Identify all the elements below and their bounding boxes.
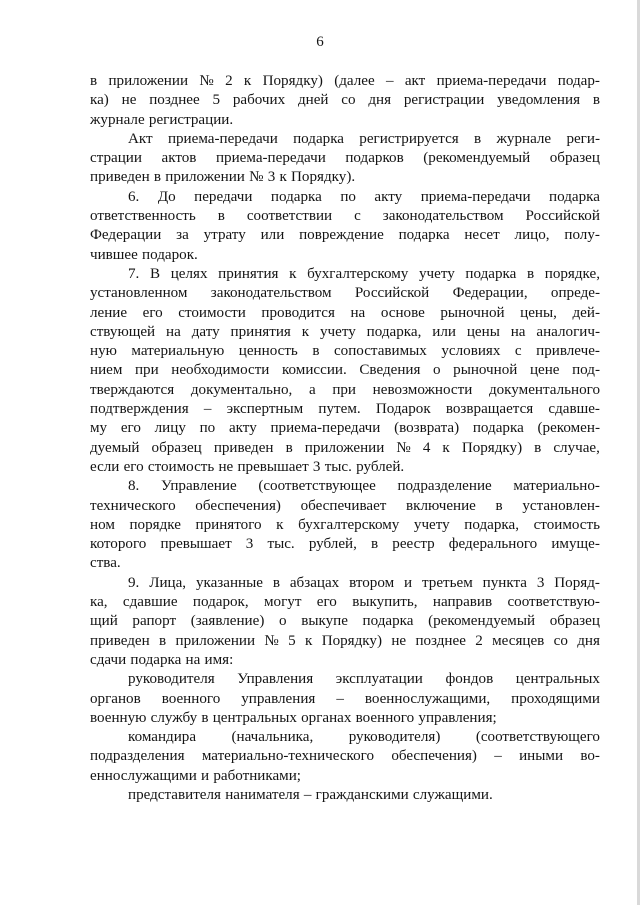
- text-line: нием при необходимости комиссии. Сведения о рыночной цене под-: [90, 362, 600, 379]
- text-line: подтверждения – экспертным путем. Подарок возвращается сдавше-: [90, 401, 600, 418]
- text-line: Акт приема-передачи подарка регистрируется в журнале реги-: [128, 130, 600, 147]
- text-line: ответственность в соответствии с законодательством Российской: [90, 208, 600, 225]
- text-line: технического обеспечения) обеспечивает включение в установлен-: [90, 497, 600, 514]
- text-line: в приложении № 2 к Порядку) (далее – акт приема-передачи подар-: [90, 73, 600, 89]
- text-line: Федерации за утрату или повреждение подарка несет лицо, полу-: [90, 227, 600, 244]
- text-line: ление его стоимости проводится на основе рыночной цены, дей-: [90, 304, 600, 321]
- text-line: ка, сдавшие подарок, могут его выкупить, направив соответствую-: [90, 594, 600, 611]
- text-line: сдачи подарка на имя:: [90, 651, 234, 668]
- text-line: если его стоимость не превышает 3 тыс. рублей.: [90, 458, 405, 475]
- text-line: представителя нанимателя – гражданскими служащими.: [128, 786, 493, 803]
- text-line: подразделения материально-технического обеспечения) – иными во-: [90, 748, 600, 765]
- text-line: ства.: [90, 555, 121, 572]
- text-line: 9. Лица, указанные в абзацах втором и третьем пункта 3 Поряд-: [128, 574, 600, 591]
- document-body: [90, 72, 600, 805]
- text-line: щий рапорт (заявление) о выкупе подарка (рекомендуемый образец: [90, 613, 600, 630]
- text-line: ка) не позднее 5 рабочих дней со дня регистрации уведомления в: [90, 92, 600, 109]
- text-line: страции актов приема-передачи подарков (рекомендуемый образец: [90, 150, 600, 167]
- paragraph: [90, 72, 600, 130]
- text-line: му его лицу по акту приема-передачи (возврата) подарка (рекомен-: [90, 420, 600, 437]
- text-line: 7. В целях принятия к бухгалтерскому учету подарка в порядке,: [128, 265, 600, 282]
- text-line: ствующей на дату принятия к учету подарка, или цены на аналогич-: [90, 323, 600, 340]
- paragraph: [90, 477, 600, 573]
- paragraph: [90, 265, 600, 477]
- text-line: органов военного управления – военнослужащими, проходящими: [90, 690, 600, 707]
- text-line: установленном законодательством Российской Федерации, опреде-: [90, 285, 600, 302]
- text-line: военную службу в центральных органах военного управления;: [90, 709, 497, 726]
- text-line: еннослужащими и работниками;: [90, 767, 301, 784]
- text-line: приведен в приложении № 5 к Порядку) не позднее 2 месяцев со дня: [90, 632, 600, 649]
- text-line: тверждаются документально, а при невозможности документального: [90, 381, 600, 398]
- text-line: которого превышает 3 тыс. рублей, в реестр федерального имуще-: [90, 536, 600, 553]
- text-line: руководителя Управления эксплуатации фондов центральных: [128, 671, 600, 688]
- paragraph: [90, 670, 600, 728]
- text-line: командира (начальника, руководителя) (соответствующего: [128, 729, 600, 746]
- paragraph: [90, 574, 600, 670]
- text-line: приведен в приложении № 3 к Порядку).: [90, 169, 356, 186]
- text-line: журнале регистрации.: [90, 111, 234, 128]
- text-line: 6. До передачи подарка по акту приема-передачи подарка: [128, 188, 600, 205]
- paragraph: [90, 786, 600, 805]
- paragraph: [90, 728, 600, 786]
- paragraph: [90, 130, 600, 188]
- page-number: 6: [316, 34, 324, 50]
- text-line: ную материальную ценность в сопоставимых условиях с привлече-: [90, 343, 600, 360]
- text-line: 8. Управление (соответствующее подразделение материально-: [128, 478, 600, 495]
- text-line: дуемый образец приведен в приложении № 4 к Порядку) в случае,: [90, 439, 600, 456]
- text-line: чившее подарок.: [90, 246, 198, 263]
- paragraph: [90, 188, 600, 265]
- text-line: ном порядке принятого к бухгалтерскому учету подарка, стоимость: [90, 516, 600, 533]
